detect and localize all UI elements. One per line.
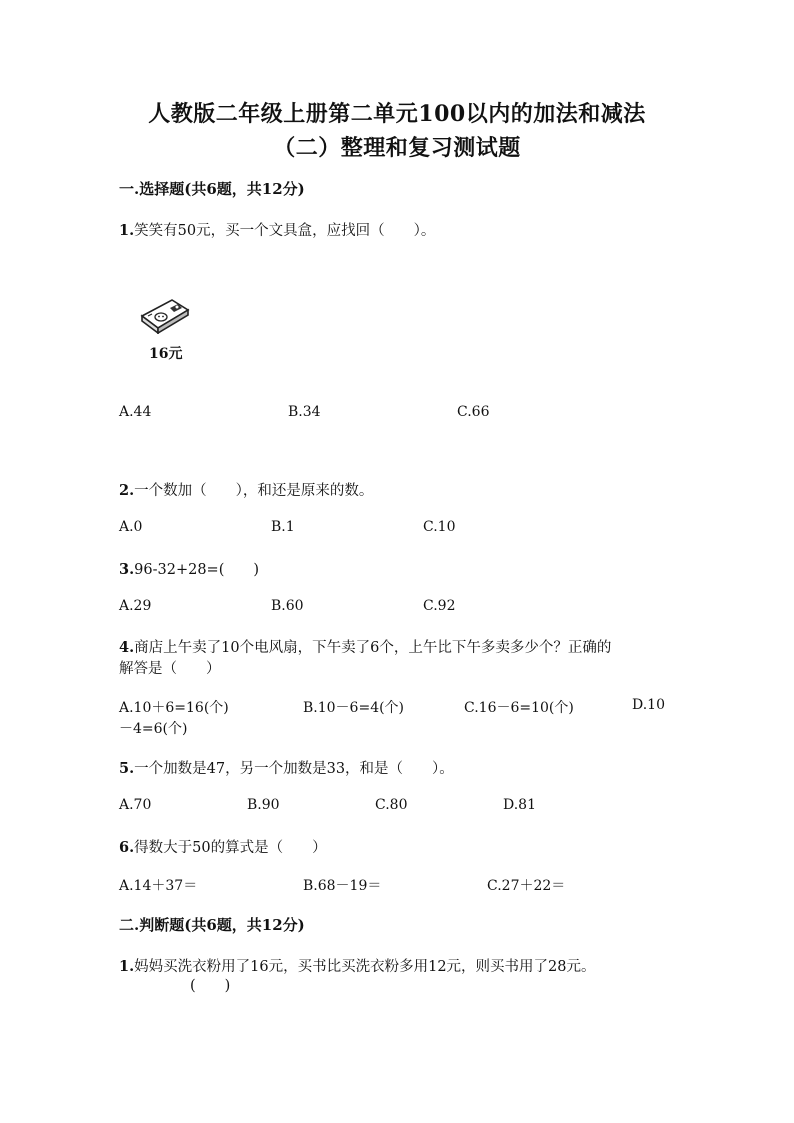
question-text: 得数大于50的算式是（ ） <box>134 840 327 856</box>
option-d[interactable]: D.10 <box>632 697 665 713</box>
question-text: 商店上午卖了10个电风扇，下午卖了6个，上午比下午多卖多少个？正确的 <box>134 640 612 656</box>
question-number: 3. <box>119 561 135 578</box>
option-c[interactable]: C.80 <box>375 797 408 813</box>
option-b[interactable]: B.34 <box>288 404 321 420</box>
question-number: 1. <box>119 958 135 975</box>
option-a[interactable]: A.10＋6=16(个) <box>119 700 229 716</box>
question-number: 1. <box>119 222 135 239</box>
question-number: 2. <box>119 482 135 499</box>
question-number: 6. <box>119 839 135 856</box>
section-heading-choice: 一.选择题(共6题，共12分) <box>119 180 305 198</box>
question-text: 96-32+28=( ) <box>134 562 260 578</box>
option-c[interactable]: C.16－6=10(个) <box>464 700 574 716</box>
option-c[interactable]: C.10 <box>423 519 456 535</box>
option-c[interactable]: C.66 <box>457 404 490 420</box>
option-b[interactable]: B.90 <box>247 797 280 813</box>
question-6 <box>119 836 327 857</box>
question-4-line-2: 解答是（ ） <box>119 661 221 677</box>
option-d[interactable]: D.81 <box>503 797 536 813</box>
option-b[interactable]: B.60 <box>271 598 304 614</box>
option-c[interactable]: C.92 <box>423 598 456 614</box>
option-d-continued: －4=6(个) <box>119 721 188 737</box>
option-a[interactable]: A.29 <box>119 598 152 614</box>
question-1 <box>119 219 435 240</box>
question-number: 5. <box>119 760 135 777</box>
option-b[interactable]: B.68－19＝ <box>303 878 382 894</box>
option-b[interactable]: B.1 <box>271 519 295 535</box>
title-line-2: （二）整理和复习测试题 <box>273 135 521 161</box>
pencil-case-icon <box>136 292 192 334</box>
option-c[interactable]: C.27＋22＝ <box>487 878 566 894</box>
question-4 <box>119 636 611 657</box>
question-2 <box>119 479 373 500</box>
option-a[interactable]: A.0 <box>119 519 143 535</box>
price-label: 16元 <box>149 346 183 362</box>
option-a[interactable]: A.14＋37＝ <box>119 878 198 894</box>
question-text: 一个加数是47，另一个加数是33，和是（ ）。 <box>134 761 454 777</box>
option-a[interactable]: A.70 <box>119 797 152 813</box>
option-b[interactable]: B.10－6=4(个) <box>303 700 405 716</box>
answer-blank[interactable]: ( ) <box>190 978 231 994</box>
question-text: 笑笑有50元，买一个文具盒，应找回（ ）。 <box>134 223 436 239</box>
question-number: 4. <box>119 639 135 656</box>
title-line-1: 人教版二年级上册第二单元100以内的加法和减法 <box>148 101 646 127</box>
option-a[interactable]: A.44 <box>119 404 152 420</box>
section-heading-judgment: 二.判断题(共6题，共12分) <box>119 916 305 934</box>
judgment-question-1 <box>119 955 596 976</box>
question-5 <box>119 757 454 778</box>
question-3 <box>119 558 259 579</box>
question-text: 妈妈买洗衣粉用了16元，买书比买洗衣粉多用12元，则买书用了28元。 <box>134 959 596 975</box>
question-text: 一个数加（ ），和还是原来的数。 <box>134 483 374 499</box>
